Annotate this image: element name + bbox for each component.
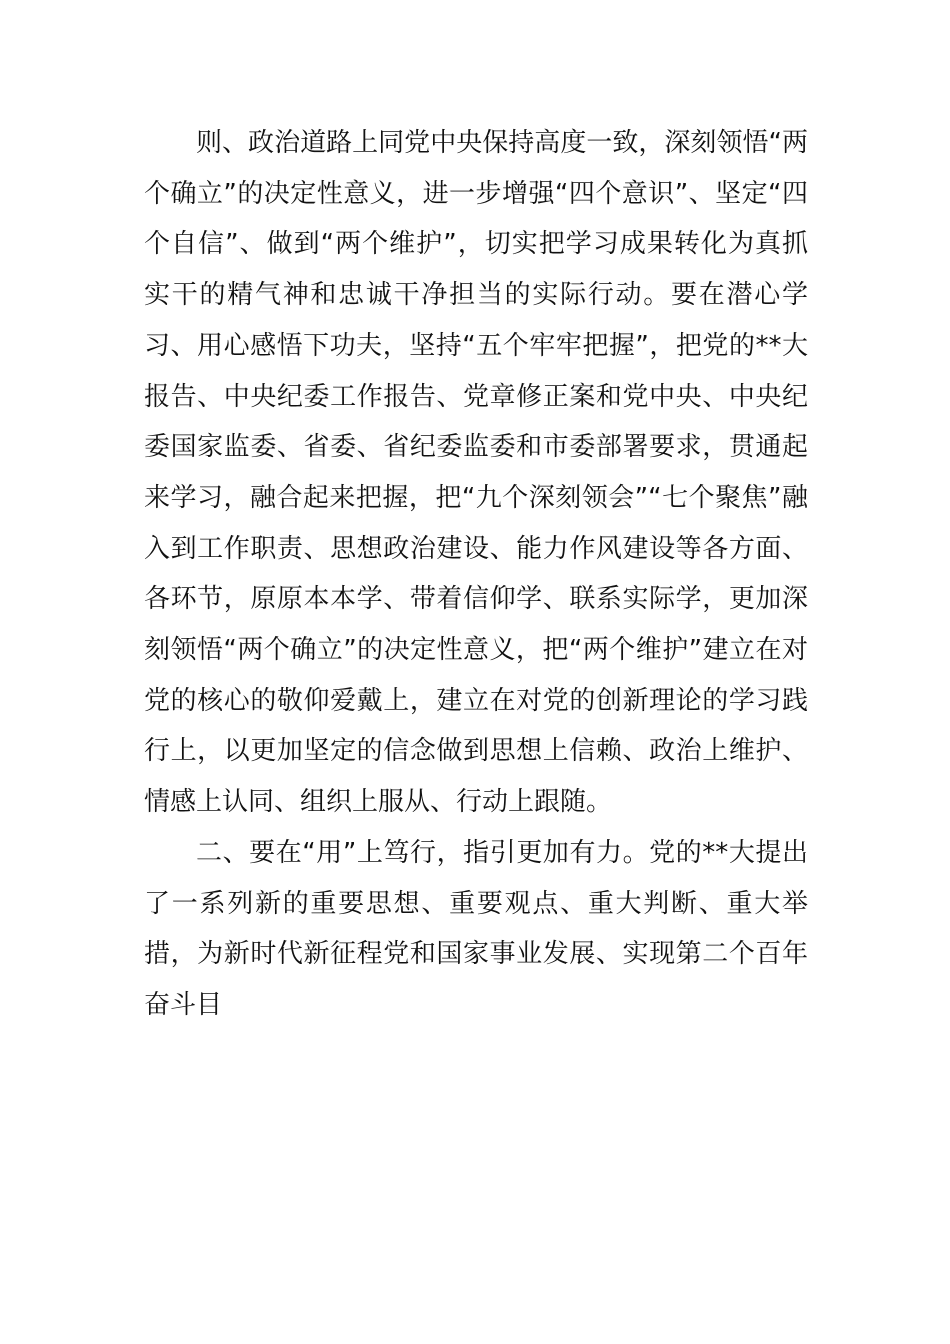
document-body <box>144 118 808 1031</box>
paragraph-1: 则、政治道路上同党中央保持高度一致，深刻领悟“两个确立”的决定性意义，进一步增强“四个意识”、坚定“四个自信”、做到“两个维护”，切实把学习成果转化为真抓实干的精气神和忠诚干净担当的实际行动。要在潜心学习、用心感悟下功夫，坚持“五个牢牢把握”，把党的**大报告、中央纪委工作报告、党章修正案和党中央、中央纪委国家监委、省委、省纪委监委和市委部署要求，贯通起来学习，融合起来把握，把“九个深刻领会”“七个聚焦”融入到工作职责、思想政治建设、能力作风建设等各方面、各环节，原原本本学、带着信仰学、联系实际学，更加深刻领悟“两个确立”的决定性意义，把“两个维护”建立在对党的核心的敬仰爱戴上，建立在对党的创新理论的学习践行上，以更加坚定的信念做到思想上信赖、政治上维护、情感上认同、组织上服从、行动上跟随。 <box>144 128 808 818</box>
paragraph-2: 二、要在“用”上笃行，指引更加有力。党的**大提出了一系列新的重要思想、重要观点、重大判断、重大举措，为新时代新征程党和国家事业发展、实现第二个百年奋斗目 <box>144 837 808 1020</box>
